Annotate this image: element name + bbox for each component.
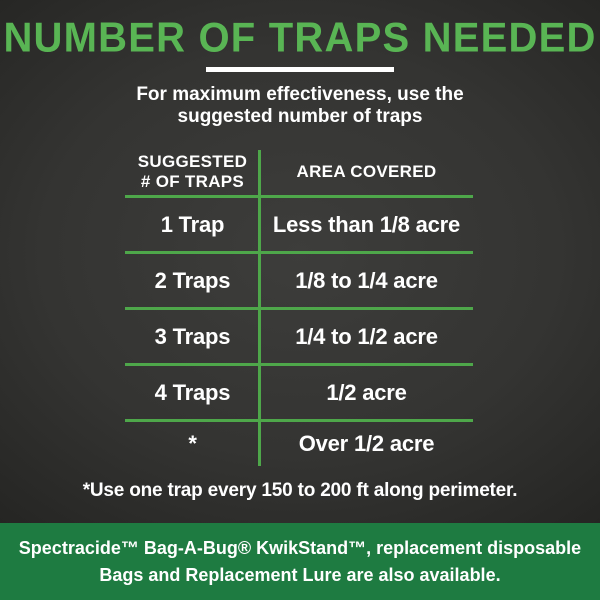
area-cell: Over 1/2 acre [298,431,435,456]
column-header-suggested-traps [125,148,260,195]
footer-line-2: Bags and Replacement Lure are also available. [99,564,501,585]
column-header-line-1: SUGGESTED [137,152,248,172]
area-cell: 1/4 to 1/2 acre [295,323,438,349]
subtitle-line-1: For maximum effectiveness, use the [136,84,464,105]
column-header-line-2: # OF TRAPS [140,171,245,191]
traps-cell: 4 Traps [154,379,231,405]
area-cell: Less than 1/8 acre [272,211,461,237]
page-title: NUMBER OF TRAPS NEEDED [3,15,597,61]
traps-cell: 3 Traps [154,323,231,349]
traps-cell: 2 Traps [154,267,231,293]
footer-line-1: Spectracide™ Bag-A-Bug® KwikStand™, replacement disposable [18,537,582,558]
traps-table [125,148,473,466]
footer-banner [0,523,600,600]
table-row [125,254,473,310]
column-header-area-covered: AREA COVERED [296,161,437,181]
footnote: *Use one trap every 150 to 200 ft along perimeter. [82,480,518,501]
area-cell: 1/8 to 1/4 acre [295,267,438,293]
traps-cell: * [188,431,197,456]
area-cell: 1/2 acre [326,379,407,405]
table-row [125,422,473,466]
subtitle [0,84,600,129]
table-row [125,198,473,254]
traps-cell: 1 Trap [160,211,225,237]
table-row [125,366,473,422]
table-row [125,310,473,366]
table-column-divider [258,150,261,466]
subtitle-line-2: suggested number of traps [177,106,423,128]
title-divider [206,67,394,72]
table-header-row [125,148,473,198]
